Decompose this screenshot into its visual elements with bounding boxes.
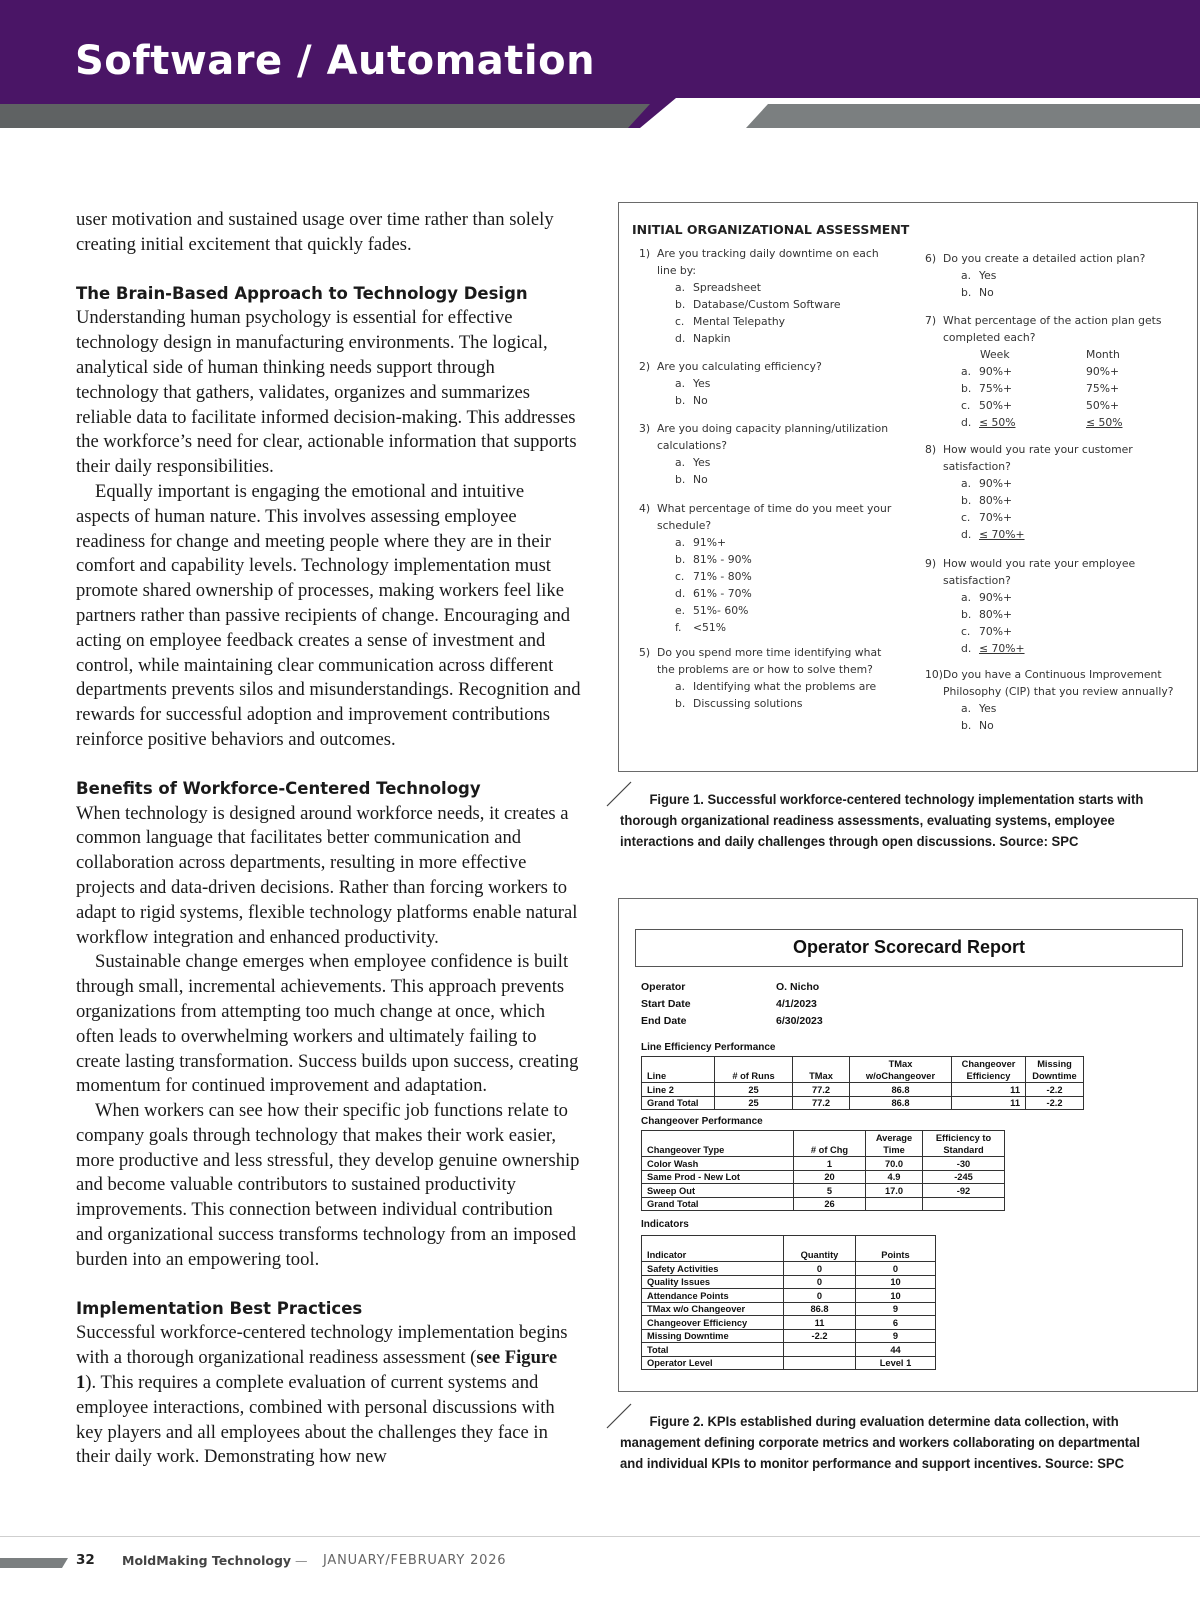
page-footer [0, 1536, 1200, 1600]
publication-name: MoldMaking Technology [122, 1553, 292, 1568]
month-value: 90%+ [1086, 365, 1120, 378]
option [675, 568, 899, 585]
question-3 [639, 420, 899, 488]
table-cell: 10 [856, 1289, 936, 1303]
footer-dash: — [295, 1553, 308, 1568]
option-letter: b. [675, 394, 686, 407]
question-number: 4) [639, 502, 651, 515]
option-text: 51%- 60% [693, 604, 749, 617]
option-letter: a. [675, 281, 686, 294]
option-text: 91%+ [693, 536, 727, 549]
option [675, 296, 899, 313]
table-cell [866, 1197, 923, 1211]
option [675, 392, 899, 409]
option [961, 509, 1190, 526]
column-header: TMax w/oChangeover [850, 1057, 952, 1083]
table-cell: 0 [856, 1262, 936, 1276]
option-text: 80%+ [979, 494, 1013, 507]
option-letter: b. [961, 608, 972, 621]
table-row [642, 1316, 936, 1330]
option-letter: b. [675, 553, 686, 566]
month-value: ≤ 50% [1086, 416, 1123, 429]
table-cell: -2.2 [1026, 1083, 1084, 1097]
question-5 [639, 644, 899, 712]
table-cell: 11 [784, 1316, 856, 1330]
table-cell: Total [642, 1343, 784, 1357]
table-cell: 25 [715, 1083, 793, 1097]
question-number: 6) [925, 252, 937, 265]
question-number: 8) [925, 443, 937, 456]
option-letter: a. [961, 365, 972, 378]
question-text: How would you rate your customer satisfaction? [943, 443, 1133, 473]
table-row [642, 1356, 936, 1370]
table-row [642, 1170, 1005, 1184]
question-line [925, 441, 1190, 475]
option-letter: b. [961, 382, 972, 395]
section-title: Software / Automation [75, 38, 596, 84]
table-row [642, 1289, 936, 1303]
option-text: No [693, 394, 708, 407]
table-cell [784, 1356, 856, 1370]
option-text: Identifying what the problems are [693, 680, 877, 693]
table-cell [923, 1197, 1005, 1211]
table-row [642, 1262, 936, 1276]
column-header: TMax [793, 1057, 850, 1083]
option [961, 589, 1190, 606]
paragraph [76, 1321, 581, 1470]
table-cell: 5 [794, 1184, 866, 1198]
option-text: Yes [979, 702, 997, 715]
column-header: Indicator [642, 1236, 784, 1262]
question-text: Are you doing capacity planning/utilization calculations? [657, 422, 889, 452]
question-line [639, 500, 899, 534]
question-number: 5) [639, 646, 651, 659]
option [675, 279, 899, 296]
option-letter: a. [675, 536, 686, 549]
table-cell: 17.0 [866, 1184, 923, 1198]
section-banner [0, 0, 1200, 130]
column-header: Changeover Type [642, 1131, 794, 1157]
figure-1-caption [620, 790, 1144, 853]
option [961, 606, 1190, 623]
table-cell: Safety Activities [642, 1262, 784, 1276]
option-letter: e. [675, 604, 686, 617]
option-list [639, 534, 899, 636]
table-row [642, 1157, 1005, 1171]
column-header: Average Time [866, 1131, 923, 1157]
subheading-benefits: Benefits of Workforce-Centered Technology [76, 778, 481, 798]
question-2 [639, 358, 899, 409]
section-indicators: Indicators [641, 1219, 689, 1230]
text-run: ). This requires a complete evaluation of current systems and employee interactions, combined with personal discussions with key players and all employees about the challenges they face in their daily work. Demonstrating how new [76, 1372, 555, 1468]
meta-label: End Date [641, 1015, 687, 1027]
paragraph: When technology is designed around workforce needs, it creates a common language that facilitates better communication and collaboration across departments, resulting in more effective projects and data-driven decisions. Rather than forcing workers to adapt to rigid systems, flexible technology platforms enable natural workflow integration and enhanced productivity. [76, 802, 578, 948]
meta-label: Operator [641, 981, 686, 993]
option-text: Yes [693, 377, 711, 390]
column-header: Points [856, 1236, 936, 1262]
option-text: 90%+ [979, 591, 1013, 604]
table-cell: 86.8 [850, 1083, 952, 1097]
question-number: 2) [639, 360, 651, 373]
table-cell: 1 [794, 1157, 866, 1171]
meta-value: 6/30/2023 [776, 1015, 823, 1027]
option-text: <51% [693, 621, 727, 634]
question-10 [925, 666, 1190, 734]
option [961, 640, 1190, 657]
table-cell: Quality Issues [642, 1275, 784, 1289]
question-number: 10) [925, 668, 943, 681]
table-cell: 77.2 [793, 1096, 850, 1110]
table-cell: Grand Total [642, 1096, 715, 1110]
option-text: Spreadsheet [693, 281, 762, 294]
option-letter: a. [961, 477, 972, 490]
option-text: 90%+ [979, 477, 1013, 490]
table-cell: 86.8 [784, 1302, 856, 1316]
option-text: Yes [693, 456, 711, 469]
column-header: Line [642, 1057, 715, 1083]
column-header: Quantity [784, 1236, 856, 1262]
question-text: What percentage of the action plan gets completed each? [943, 314, 1162, 344]
option-text: No [693, 473, 708, 486]
article-body [76, 208, 581, 1470]
option-text: ≤ 70%+ [979, 642, 1025, 655]
question-number: 9) [925, 557, 937, 570]
line-efficiency-table [641, 1056, 1084, 1110]
table-row [642, 1083, 1084, 1097]
week-month-row [961, 414, 1190, 431]
figure-reference: see Figure 1 [76, 1347, 558, 1394]
option-letter: b. [675, 697, 686, 710]
table-cell: Level 1 [856, 1356, 936, 1370]
question-line [925, 250, 1190, 267]
option-letter: b. [961, 719, 972, 732]
question-line [639, 358, 899, 375]
page-number: 32 [76, 1552, 95, 1568]
scorecard-title: Operator Scorecard Report [635, 929, 1183, 967]
option-letter: b. [675, 298, 686, 311]
question-line [639, 420, 899, 454]
column-header: # of Runs [715, 1057, 793, 1083]
question-number: 7) [925, 314, 937, 327]
figure-1-assessment [618, 202, 1198, 772]
option-text: 61% - 70% [693, 587, 752, 600]
table-cell: 9 [856, 1302, 936, 1316]
table-cell: Same Prod - New Lot [642, 1170, 794, 1184]
week-month-row [961, 380, 1190, 397]
table-cell: Attendance Points [642, 1289, 784, 1303]
paragraph: Understanding human psychology is essential for effective technology design in manufacturing environments. The logical, analytical side of human thinking needs support through technology that gathers, validates, organizes and summarizes reliable data to facilitate informed decision-making. This addresses the workforce’s need for clear, actionable information that supports their daily responsibilities. [76, 307, 577, 478]
table-row [642, 1329, 936, 1343]
option-letter: d. [675, 332, 686, 345]
header-row [642, 1236, 936, 1262]
column-header: Changeover Efficiency [952, 1057, 1026, 1083]
question-text: Are you tracking daily downtime on each line by: [657, 247, 879, 277]
question-line [925, 666, 1190, 700]
option-text: 70%+ [979, 625, 1013, 638]
option [675, 471, 899, 488]
question-line [639, 245, 899, 279]
week-value: ≤ 50% [979, 416, 1016, 429]
option-letter: d. [675, 587, 686, 600]
option-list [639, 279, 899, 347]
option-list [925, 589, 1190, 657]
option-letter: d. [961, 642, 972, 655]
question-6 [925, 250, 1190, 301]
header-row [642, 1131, 1005, 1157]
table-cell: 44 [856, 1343, 936, 1357]
option [675, 534, 899, 551]
option-text: Discussing solutions [693, 697, 803, 710]
month-value: 75%+ [1086, 382, 1120, 395]
table-cell [784, 1343, 856, 1357]
option-text: Napkin [693, 332, 731, 345]
option [961, 526, 1190, 543]
option-text: 81% - 90% [693, 553, 752, 566]
option [675, 454, 899, 471]
option-text: Yes [979, 269, 997, 282]
meta-value: O. Nicho [776, 981, 820, 993]
subheading-brain-based: The Brain-Based Approach to Technology Design [76, 283, 528, 303]
table-cell: Missing Downtime [642, 1329, 784, 1343]
option-letter: c. [675, 570, 685, 583]
option-letter: b. [961, 494, 972, 507]
option [675, 602, 899, 619]
option-text: Mental Telepathy [693, 315, 786, 328]
option-list [639, 375, 899, 409]
option-letter: a. [675, 680, 686, 693]
table-cell: Color Wash [642, 1157, 794, 1171]
caption-text: Figure 2. KPIs established during evaluation determine data collection, with management defining corporate metrics and workers collaborating on departmental and individual KPIs to monitor performance and support incentives. Source: SPC [620, 1414, 1141, 1472]
option-letter: c. [961, 625, 971, 638]
option [675, 375, 899, 392]
question-1 [639, 245, 899, 347]
paragraph: Equally important is engaging the emotional and intuitive aspects of human nature. This involves assessing employee readiness for change and meeting people where they are in their comfort and capability levels. Technology implementation must promote shared ownership of processes, making workers feel like partners rather than passive recipients of change. Encouraging and acting on employee feedback creates a sense of investment and control, while maintaining clear communication across different departments prevents silos and misunderstandings. Recognition and rewards for successful adoption and improvement contributions reinforce positive behaviors and outcomes. [76, 480, 581, 750]
option-text: 80%+ [979, 608, 1013, 621]
footer-bar [0, 1558, 70, 1568]
table-cell: 0 [784, 1262, 856, 1276]
column-header: Missing Downtime [1026, 1057, 1084, 1083]
option [961, 284, 1190, 301]
table-cell: 20 [794, 1170, 866, 1184]
paragraph: user motivation and sustained usage over time rather than solely creating initial excitement that quickly fades. [76, 209, 554, 255]
column-header-month: Month [1086, 348, 1120, 361]
option-letter: d. [961, 528, 972, 541]
section-changeover: Changeover Performance [641, 1116, 763, 1127]
table-cell: Operator Level [642, 1356, 784, 1370]
table-row [642, 1302, 936, 1316]
question-text: Do you create a detailed action plan? [943, 252, 1146, 265]
table-cell: 9 [856, 1329, 936, 1343]
option [675, 330, 899, 347]
header-row [642, 1057, 1084, 1083]
question-line [639, 644, 899, 678]
question-number: 3) [639, 422, 651, 435]
column-header: Efficiency to Standard [923, 1131, 1005, 1157]
table-cell: -245 [923, 1170, 1005, 1184]
meta-label: Start Date [641, 998, 691, 1010]
option-text: 71% - 80% [693, 570, 752, 583]
option [961, 623, 1190, 640]
option [961, 492, 1190, 509]
question-9 [925, 555, 1190, 657]
option-letter: c. [675, 315, 685, 328]
indicators-table [641, 1235, 936, 1370]
option-letter: a. [675, 377, 686, 390]
table-cell: 70.0 [866, 1157, 923, 1171]
table-cell: Grand Total [642, 1197, 794, 1211]
option-text: No [979, 286, 994, 299]
table-cell: -92 [923, 1184, 1005, 1198]
week-month-row [961, 363, 1190, 380]
paragraph: Sustainable change emerges when employee confidence is built through small, incremental achievements. This approach prevents organizations from attempting too much change at once, which often leads to overwhelming workers and ultimately failing to create lasting transformation. Success builds upon success, creating momentum for continued improvement and adaptation. [76, 951, 579, 1097]
question-text: Are you calculating efficiency? [657, 360, 822, 373]
question-text: What percentage of time do you meet your schedule? [657, 502, 892, 532]
option-letter: a. [675, 456, 686, 469]
table-cell: TMax w/o Changeover [642, 1302, 784, 1316]
option-letter: a. [961, 702, 972, 715]
paragraph: When workers can see how their specific job functions relate to company goals through technology that makes their work easier, more productive and less stressful, they develop genuine ownership and become valuable contributors to sustained productivity improvements. This connection between individual contribution and organizational success transforms technology from an imposed burden into an empowering tool. [76, 1100, 580, 1270]
week-value: 90%+ [979, 365, 1013, 378]
option-list [639, 678, 899, 712]
question-8 [925, 441, 1190, 543]
table-cell: 0 [784, 1289, 856, 1303]
subheading-implementation: Implementation Best Practices [76, 1298, 363, 1318]
option [675, 619, 899, 636]
table-cell: 26 [794, 1197, 866, 1211]
option-text: Database/Custom Software [693, 298, 841, 311]
table-cell: 11 [952, 1096, 1026, 1110]
option-letter: c. [961, 511, 971, 524]
table-cell: 25 [715, 1096, 793, 1110]
question-7 [925, 312, 1190, 431]
option-text: No [979, 719, 994, 732]
option-list [639, 454, 899, 488]
table-cell: -30 [923, 1157, 1005, 1171]
question-text: Do you spend more time identifying what the problems are or how to solve them? [657, 646, 882, 676]
column-header: # of Chg [794, 1131, 866, 1157]
option [961, 267, 1190, 284]
changeover-table [641, 1130, 1005, 1211]
option-list [925, 700, 1190, 734]
week-value: 75%+ [979, 382, 1013, 395]
option-text: ≤ 70%+ [979, 528, 1025, 541]
table-row [642, 1096, 1084, 1110]
table-row [642, 1184, 1005, 1198]
table-cell: Changeover Efficiency [642, 1316, 784, 1330]
table-cell: 0 [784, 1275, 856, 1289]
table-cell: Sweep Out [642, 1184, 794, 1198]
option-letter: f. [675, 621, 682, 634]
option [675, 313, 899, 330]
caption-text: Figure 1. Successful workforce-centered technology implementation starts with thorough organizational readiness assessments, evaluating systems, employee interactions and daily challenges through open discussions. Source: SPC [620, 792, 1144, 850]
table-cell: -2.2 [1026, 1096, 1084, 1110]
table-cell: -2.2 [784, 1329, 856, 1343]
option-list [925, 267, 1190, 301]
option [961, 475, 1190, 492]
footer-divider [0, 1536, 1200, 1537]
option-letter: c. [961, 399, 971, 412]
table-cell: 77.2 [793, 1083, 850, 1097]
question-text: How would you rate your employee satisfaction? [943, 557, 1136, 587]
table-cell: Line 2 [642, 1083, 715, 1097]
table-cell: 10 [856, 1275, 936, 1289]
question-4 [639, 500, 899, 636]
table-cell: 11 [952, 1083, 1026, 1097]
option-text: 70%+ [979, 511, 1013, 524]
option [675, 695, 899, 712]
figure-1-title: INITIAL ORGANIZATIONAL ASSESSMENT [632, 222, 910, 237]
month-value: 50%+ [1086, 399, 1120, 412]
option-letter: a. [961, 269, 972, 282]
table-row [642, 1197, 1005, 1211]
option [675, 678, 899, 695]
table-row [642, 1275, 936, 1289]
text-run: Successful workforce-centered technology implementation begins with a thorough organizational readiness assessment ( [76, 1322, 568, 1369]
table-row [642, 1343, 936, 1357]
option-letter: d. [961, 416, 972, 429]
option-list [925, 475, 1190, 543]
table-cell: 6 [856, 1316, 936, 1330]
column-header-week: Week [980, 348, 1010, 361]
option-letter: b. [675, 473, 686, 486]
option-letter: a. [961, 591, 972, 604]
issue-date: JANUARY/FEBRUARY 2026 [323, 1553, 507, 1568]
table-cell: 86.8 [850, 1096, 952, 1110]
meta-value: 4/1/2023 [776, 998, 817, 1010]
week-value: 50%+ [979, 399, 1013, 412]
question-number: 1) [639, 247, 651, 260]
option [675, 551, 899, 568]
option [961, 717, 1190, 734]
figure-2-scorecard [618, 898, 1198, 1392]
table-cell: 4.9 [866, 1170, 923, 1184]
option [675, 585, 899, 602]
week-month-row [961, 397, 1190, 414]
question-text: Do you have a Continuous Improvement Philosophy (CIP) that you review annually? [943, 668, 1174, 698]
section-line-efficiency: Line Efficiency Performance [641, 1042, 776, 1053]
question-line [925, 555, 1190, 589]
option-letter: b. [961, 286, 972, 299]
option [961, 700, 1190, 717]
figure-2-caption [620, 1412, 1144, 1475]
